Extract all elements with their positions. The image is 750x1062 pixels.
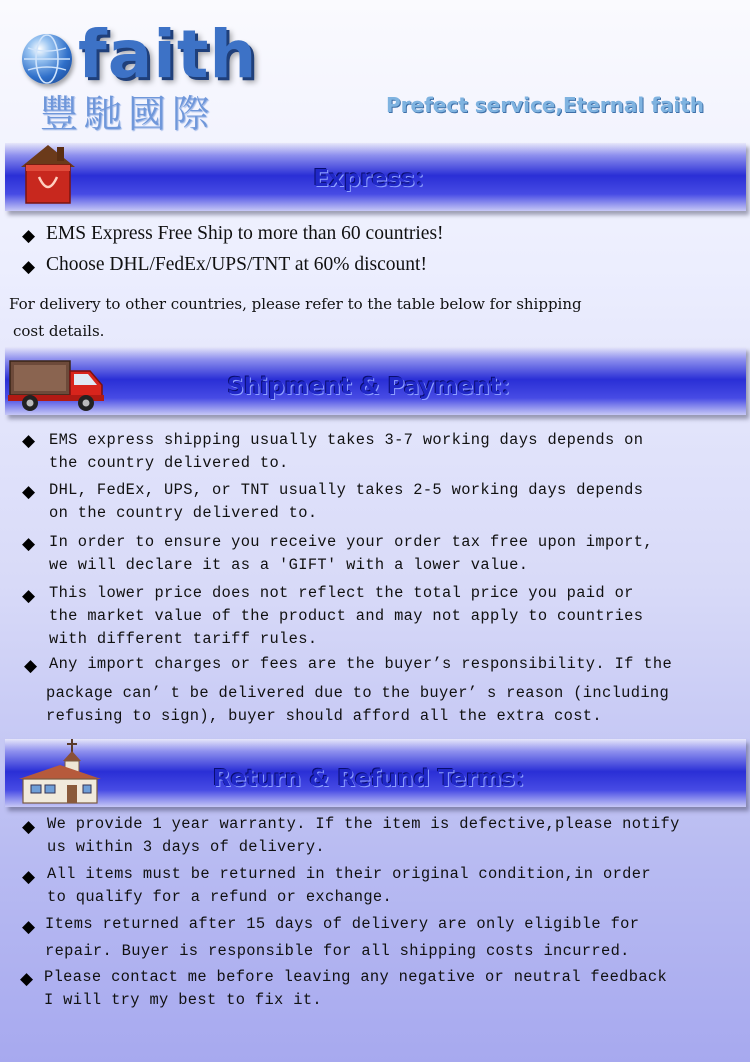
- logo-chinese-name: 豐馳國際: [40, 92, 217, 136]
- bullet-icon: ◆: [22, 482, 36, 502]
- shipment-line: EMS express shipping usually takes 3-7 working days depends on: [49, 431, 644, 449]
- bullet-icon: ◆: [22, 431, 36, 451]
- returns-banner: [5, 739, 746, 807]
- returns-line: to qualify for a refund or exchange.: [47, 888, 393, 906]
- bullet-icon: ◆: [22, 257, 36, 277]
- shipment-line: the country delivered to.: [49, 454, 289, 472]
- bullet-icon: ◆: [24, 656, 38, 676]
- bullet-icon: ◆: [22, 817, 36, 837]
- delivery-note: cost details.: [13, 322, 105, 340]
- shipment-line: refusing to sign), buyer should afford all the extra cost.: [46, 707, 602, 725]
- returns-line: Please contact me before leaving any negative or neutral feedback: [44, 968, 668, 986]
- express-title: Express：: [313, 166, 438, 192]
- returns-title: Return & Refund Terms：: [212, 766, 539, 792]
- globe-icon: [22, 34, 72, 84]
- shipment-title: Shipment & Payment：: [227, 374, 524, 400]
- returns-line: repair. Buyer is responsible for all shipping costs incurred.: [45, 942, 630, 960]
- bullet-icon: ◆: [22, 867, 36, 887]
- bullet-icon: ◆: [22, 534, 36, 554]
- logo-wordmark: faith: [78, 16, 258, 93]
- shipment-line: Any import charges or fees are the buyer’s responsibility. If the: [49, 655, 673, 673]
- express-bullet: Choose DHL/FedEx/UPS/TNT at 60% discount!: [46, 254, 427, 275]
- bullet-icon: ◆: [22, 586, 36, 606]
- shipment-line: In order to ensure you receive your order tax free upon import,: [49, 533, 653, 551]
- shipment-line: on the country delivered to.: [49, 504, 318, 522]
- returns-line: Items returned after 15 days of delivery are only eligible for: [45, 915, 640, 933]
- tagline: Prefect service,Eternal faith: [386, 93, 705, 117]
- bullet-icon: ◆: [20, 969, 34, 989]
- express-bullet: EMS Express Free Ship to more than 60 countries!: [46, 223, 444, 244]
- shipment-line: package can’ t be delivered due to the buyer’ s reason (including: [46, 684, 670, 702]
- express-banner: [5, 143, 746, 211]
- bullet-icon: ◆: [22, 917, 36, 937]
- shipment-line: we will declare it as a 'GIFT' with a lower value.: [49, 556, 529, 574]
- shipment-banner: [5, 347, 746, 415]
- shipment-line: DHL, FedEx, UPS, or TNT usually takes 2-5 working days depends: [49, 481, 644, 499]
- returns-line: I will try my best to fix it.: [44, 991, 322, 1009]
- returns-line: We provide 1 year warranty. If the item is defective,please notify: [47, 815, 680, 833]
- shipment-line: This lower price does not reflect the total price you paid or: [49, 584, 634, 602]
- bullet-icon: ◆: [22, 226, 36, 246]
- delivery-note: For delivery to other countries, please refer to the table below for shipping: [9, 295, 582, 313]
- returns-line: All items must be returned in their original condition,in order: [47, 865, 651, 883]
- shipment-line: the market value of the product and may not apply to countries: [49, 607, 644, 625]
- shipment-line: with different tariff rules.: [49, 630, 318, 648]
- returns-line: us within 3 days of delivery.: [47, 838, 325, 856]
